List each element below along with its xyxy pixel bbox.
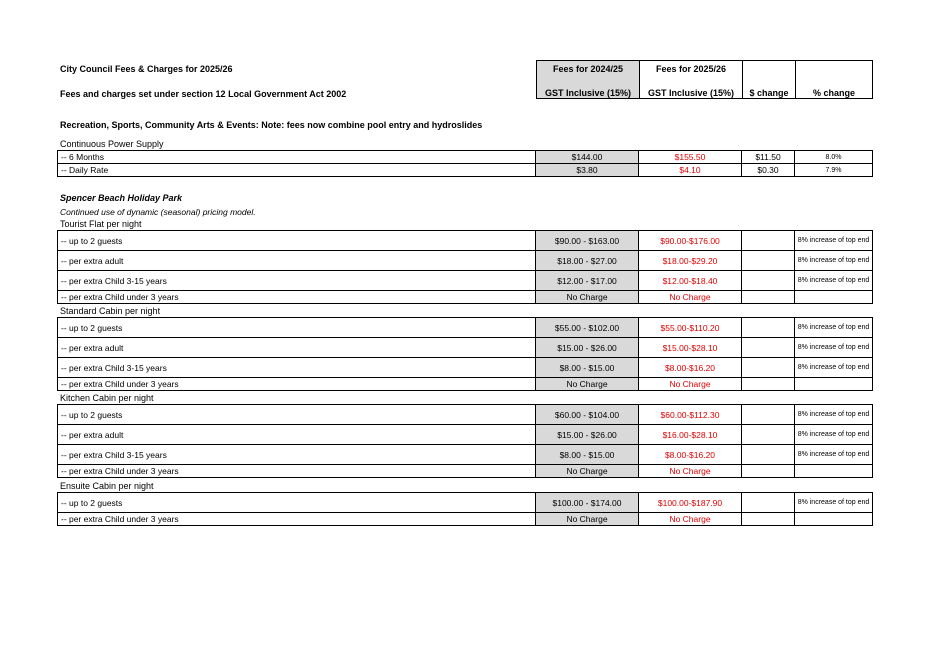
percent-change: 8% increase of top end: [795, 358, 873, 378]
fee-2025: $18.00-$29.20: [639, 251, 742, 271]
row-label: -- per extra Child 3-15 years: [58, 271, 536, 291]
standard-cabin-body: [58, 318, 873, 391]
fee-2024: $60.00 - $104.00: [536, 405, 639, 425]
row-label: -- per extra Child under 3 years: [58, 291, 536, 304]
ensuite-cabin-body: [58, 493, 873, 526]
percent-change: [795, 465, 873, 478]
dollar-change: [742, 493, 795, 513]
row-label: -- up to 2 guests: [58, 405, 536, 425]
tourist-flat-body: [58, 231, 873, 304]
header-col-2025-top: Fees for 2025/26: [655, 64, 727, 74]
fee-2024: $8.00 - $15.00: [536, 358, 639, 378]
fee-2025: $60.00-$112.30: [639, 405, 742, 425]
fee-2024: $100.00 - $174.00: [536, 493, 639, 513]
fee-2025: $155.50: [639, 151, 742, 164]
fee-2024: $15.00 - $26.00: [536, 338, 639, 358]
row-label: -- Daily Rate: [58, 164, 536, 177]
fee-2025: $8.00-$16.20: [639, 445, 742, 465]
table-row: [58, 378, 873, 391]
section-heading: Recreation, Sports, Community Arts & Events: Note: fees now combine pool entry and hydroslides: [60, 120, 483, 130]
fee-2025: $16.00-$28.10: [639, 425, 742, 445]
dollar-change: [742, 251, 795, 271]
table-row: [58, 465, 873, 478]
power-table: [57, 150, 873, 177]
row-label: -- per extra Child under 3 years: [58, 465, 536, 478]
header-col-2024-bottom: GST Inclusive (15%): [544, 88, 632, 98]
dollar-change: [742, 378, 795, 391]
table-row: [58, 291, 873, 304]
row-label: -- up to 2 guests: [58, 231, 536, 251]
percent-change: 8% increase of top end: [795, 445, 873, 465]
header-col-2024-top: Fees for 2024/25: [552, 64, 624, 74]
row-label: -- per extra adult: [58, 251, 536, 271]
tourist-flat-table: [57, 230, 873, 304]
park-title: Spencer Beach Holiday Park: [60, 193, 183, 203]
percent-change: 8% increase of top end: [795, 425, 873, 445]
fee-2024: $12.00 - $17.00: [536, 271, 639, 291]
dollar-change: [742, 338, 795, 358]
dollar-change: [742, 271, 795, 291]
table-row: [58, 405, 873, 425]
percent-change: [795, 291, 873, 304]
table-row: [58, 425, 873, 445]
header-col-change-label: $ change: [749, 88, 789, 98]
percent-change: [795, 378, 873, 391]
table-row: [58, 318, 873, 338]
header-col-change: [742, 60, 796, 99]
fee-2025: $8.00-$16.20: [639, 358, 742, 378]
fee-2025: $100.00-$187.90: [639, 493, 742, 513]
table-row: [58, 271, 873, 291]
fee-2024: $18.00 - $27.00: [536, 251, 639, 271]
group-title-kitchen-cabin: Kitchen Cabin per night: [60, 393, 154, 403]
dollar-change: $0.30: [742, 164, 795, 177]
percent-change: 8% increase of top end: [795, 251, 873, 271]
dollar-change: [742, 405, 795, 425]
group-title-ensuite-cabin: Ensuite Cabin per night: [60, 481, 154, 491]
dollar-change: [742, 465, 795, 478]
percent-change: 8% increase of top end: [795, 231, 873, 251]
fee-2025: $15.00-$28.10: [639, 338, 742, 358]
power-table-body: [58, 151, 873, 177]
fee-2024: No Charge: [536, 513, 639, 526]
fee-2024: $8.00 - $15.00: [536, 445, 639, 465]
fee-2024: $90.00 - $163.00: [536, 231, 639, 251]
percent-change: 7.9%: [795, 164, 873, 177]
table-row: [58, 358, 873, 378]
ensuite-cabin-table: [57, 492, 873, 526]
table-row: [58, 251, 873, 271]
row-label: -- per extra Child under 3 years: [58, 513, 536, 526]
fee-2024: No Charge: [536, 378, 639, 391]
fee-2025: No Charge: [639, 513, 742, 526]
fee-2025: No Charge: [639, 378, 742, 391]
group-title-standard-cabin: Standard Cabin per night: [60, 306, 161, 316]
percent-change: 8% increase of top end: [795, 338, 873, 358]
document-title: City Council Fees & Charges for 2025/26: [60, 64, 233, 74]
fee-2025: $90.00-$176.00: [639, 231, 742, 251]
row-label: -- per extra adult: [58, 425, 536, 445]
row-label: -- per extra adult: [58, 338, 536, 358]
header-col-pct: [795, 60, 873, 99]
table-row: [58, 493, 873, 513]
percent-change: [795, 513, 873, 526]
row-label: -- up to 2 guests: [58, 493, 536, 513]
header-col-2025-bottom: GST Inclusive (15%): [647, 88, 735, 98]
dollar-change: [742, 291, 795, 304]
table-row: [58, 231, 873, 251]
document-subtitle: Fees and charges set under section 12 Local Government Act 2002: [60, 89, 347, 99]
table-row: [58, 164, 873, 177]
table-row: [58, 445, 873, 465]
fee-2024: $15.00 - $26.00: [536, 425, 639, 445]
group-title-tourist-flat: Tourist Flat per night: [60, 219, 142, 229]
header-col-2025: [639, 60, 743, 99]
dollar-change: [742, 231, 795, 251]
fee-2025: No Charge: [639, 465, 742, 478]
standard-cabin-table: [57, 317, 873, 391]
kitchen-cabin-body: [58, 405, 873, 478]
header-col-2024: [536, 60, 640, 99]
kitchen-cabin-table: [57, 404, 873, 478]
row-label: -- per extra Child 3-15 years: [58, 358, 536, 378]
row-label: -- 6 Months: [58, 151, 536, 164]
power-title: Continuous Power Supply: [60, 139, 164, 149]
park-note: Continued use of dynamic (seasonal) pricing model.: [60, 207, 256, 217]
percent-change: 8% increase of top end: [795, 405, 873, 425]
table-row: [58, 513, 873, 526]
table-row: [58, 151, 873, 164]
dollar-change: [742, 445, 795, 465]
dollar-change: [742, 425, 795, 445]
table-row: [58, 338, 873, 358]
fee-2024: $144.00: [536, 151, 639, 164]
percent-change: 8.0%: [795, 151, 873, 164]
row-label: -- per extra Child under 3 years: [58, 378, 536, 391]
fee-2025: No Charge: [639, 291, 742, 304]
fee-2024: $55.00 - $102.00: [536, 318, 639, 338]
percent-change: 8% increase of top end: [795, 493, 873, 513]
row-label: -- up to 2 guests: [58, 318, 536, 338]
percent-change: 8% increase of top end: [795, 271, 873, 291]
fee-2024: No Charge: [536, 465, 639, 478]
dollar-change: [742, 318, 795, 338]
dollar-change: [742, 513, 795, 526]
row-label: -- per extra Child 3-15 years: [58, 445, 536, 465]
percent-change: 8% increase of top end: [795, 318, 873, 338]
fee-2025: $12.00-$18.40: [639, 271, 742, 291]
dollar-change: $11.50: [742, 151, 795, 164]
fee-2025: $4.10: [639, 164, 742, 177]
fee-2024: $3.80: [536, 164, 639, 177]
fee-2025: $55.00-$110.20: [639, 318, 742, 338]
fee-2024: No Charge: [536, 291, 639, 304]
dollar-change: [742, 358, 795, 378]
header-col-pct-label: % change: [812, 88, 855, 98]
